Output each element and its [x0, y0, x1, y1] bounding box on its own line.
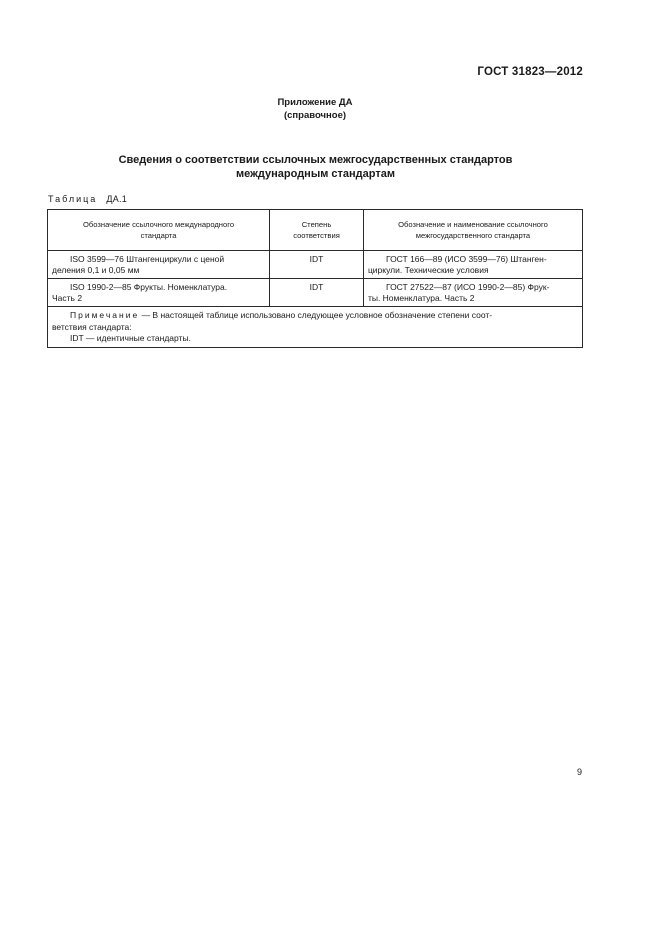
document-number: ГОСТ 31823—2012	[477, 66, 583, 78]
cell-interstate-standard	[363, 251, 582, 279]
header-degree	[270, 210, 364, 251]
header-intl-line-2: стандарта	[140, 231, 177, 240]
header-degree-line-1: Степень	[301, 220, 332, 229]
section-title	[48, 153, 583, 181]
cell-line: ISO 3599—76 Штангенциркули с ценой	[70, 254, 225, 264]
header-degree-line-2: соответствия	[293, 231, 340, 240]
cell-line: Часть 2	[52, 293, 83, 303]
cell-line: ГОСТ 166—89 (ИСО 3599—76) Штанген-	[385, 254, 547, 264]
cell-interstate-standard	[363, 279, 582, 307]
cell-intl-standard	[48, 279, 270, 307]
appendix-title: Приложение ДА	[277, 97, 353, 108]
cell-degree: IDT	[270, 279, 364, 307]
cell-line: ГОСТ 27522—87 (ИСО 1990-2—85) Фрук-	[385, 282, 550, 292]
appendix-heading	[0, 96, 630, 122]
section-title-line-2: международным стандартам	[236, 168, 395, 180]
header-intl-standard	[48, 210, 270, 251]
cell-line: ISO 1990-2—85 Фрукты. Номенклатура.	[70, 282, 228, 292]
cell-degree: IDT	[270, 251, 364, 279]
table-row	[48, 279, 583, 307]
note-label: Примечание	[70, 310, 140, 320]
table-note-row	[48, 307, 583, 348]
header-intl-line-1: Обозначение ссылочного международного	[83, 220, 235, 229]
note-line-2: ветствия стандарта:	[52, 321, 132, 332]
table-caption-number: ДА.1	[106, 194, 128, 204]
correspondence-table	[47, 209, 583, 348]
appendix-type: (справочное)	[283, 110, 347, 121]
table-row	[48, 251, 583, 279]
cell-intl-standard	[48, 251, 270, 279]
table-caption-word: Таблица	[48, 194, 98, 204]
header-interstate-line-1: Обозначение и наименование ссылочного	[398, 220, 548, 229]
table-caption	[48, 194, 127, 204]
section-title-line-1: Сведения о соответствии ссылочных межгосударственных стандартов	[118, 154, 513, 166]
header-interstate-standard	[363, 210, 582, 251]
page-number: 9	[577, 767, 583, 777]
cell-line: деления 0,1 и 0,05 мм	[52, 265, 140, 275]
table-header-row	[48, 210, 583, 251]
cell-line: ты. Номенклатура. Часть 2	[367, 293, 475, 303]
note-text: — В настоящей таблице использовано следующее условное обозначение степени соот-	[139, 310, 493, 320]
note-line-1	[52, 310, 578, 322]
header-interstate-line-2: межгосударственного стандарта	[415, 231, 531, 240]
cell-line: циркули. Технические условия	[367, 265, 489, 275]
note-line-3: IDT — идентичные стандарты.	[70, 333, 191, 343]
table-note	[48, 307, 583, 348]
